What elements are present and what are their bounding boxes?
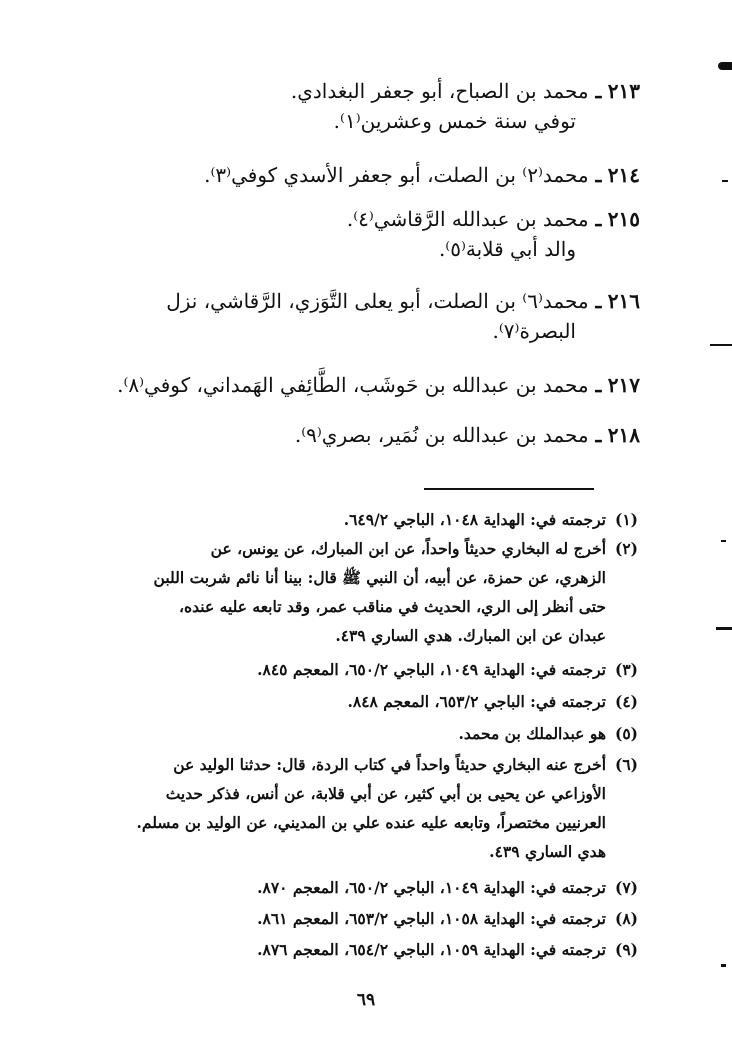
- entry-number: ٢١٥: [607, 207, 640, 231]
- page-number: ٦٩: [356, 990, 376, 1010]
- footnote-5: [84, 719, 638, 748]
- footnote-text: هو عبدالملك بن محمد.: [458, 724, 606, 743]
- scan-edge-mark: [721, 540, 726, 542]
- entry-216: ٢١٦ ـ محمد⁽٦⁾ بن الصلت، أبو يعلى التَّوَزي، الرَّقاشي، نزل البصرة⁽٧⁾.: [82, 286, 640, 346]
- footnote-6: [84, 750, 638, 866]
- footnote-text: هدي الساري ٤٣٩.: [489, 842, 606, 861]
- footnote-number: (٥): [614, 724, 638, 743]
- footnote-number: (٤): [614, 692, 638, 711]
- footnote-text: أخرج له البخاري حديثاً واحداً، عن ابن المبارك، عن يونس، عن: [210, 539, 606, 558]
- footnote-number: (٦): [614, 755, 638, 774]
- footnote-separator: [424, 488, 594, 490]
- footnote-2: [84, 534, 638, 650]
- entry-number: ٢١٦: [607, 289, 640, 313]
- footnote-number: (١): [614, 510, 638, 529]
- scan-edge-mark: [718, 62, 732, 70]
- footnote-number: (٨): [614, 909, 638, 928]
- entry-213: ٢١٣ ـ محمد بن الصباح، أبو جعفر البغدادي. توفي سنة خمس وعشرين⁽١⁾.: [291, 76, 640, 136]
- footnote-number: (٩): [614, 940, 638, 959]
- footnote-text: حتى أنظر إلى الري، الحديث في مناقب عمر، وقد تابعه عليه عنده،: [179, 597, 606, 616]
- footnote-1: [84, 505, 638, 534]
- entry-number: ٢١٨: [607, 423, 640, 447]
- scan-edge-mark: [716, 627, 732, 630]
- footnote-4: [84, 687, 638, 716]
- footnote-text: ترجمته في: الباجي ٦٥٣/٢، المعجم ٨٤٨.: [347, 692, 606, 711]
- scan-edge-mark: [710, 344, 732, 346]
- entry-text: محمد⁽٦⁾ بن الصلت، أبو يعلى التَّوَزي، الرَّقاشي، نزل: [166, 289, 589, 313]
- footnote-9: [84, 935, 638, 964]
- entry-continuation: توفي سنة خمس وعشرين⁽١⁾.: [333, 109, 576, 133]
- footnote-number: (٣): [614, 660, 638, 679]
- entry-214: ٢١٤ ـ محمد⁽٢⁾ بن الصلت، أبو جعفر الأسدي كوفي⁽٣⁾.: [204, 163, 640, 187]
- footnote-number: (٧): [614, 878, 638, 897]
- footnote-3: [84, 655, 638, 684]
- footnote-text: ترجمته في: الهداية ١٠٥٨، الباجي ٦٥٣/٢، المعجم ٨٦١.: [257, 909, 606, 928]
- footnote-text: أخرج عنه البخاري حديثاً واحداً في كتاب الردة، قال: حدثنا الوليد عن: [173, 755, 606, 774]
- entry-215: ٢١٥ ـ محمد بن عبدالله الرَّقاشي⁽٤⁾. والد أبي قلابة⁽٥⁾.: [347, 204, 640, 264]
- entry-text: محمد بن عبدالله بن حَوشَب، الطَّائِفي الهَمداني، كوفي⁽٨⁾.: [117, 373, 589, 397]
- footnote-text: الزهري، عن حمزة، عن أبيه، أن النبي ﷺ قال: بينا أنا نائم شربت اللبن: [153, 568, 606, 587]
- footnote-7: [84, 873, 638, 902]
- entry-number: ٢١٤: [607, 163, 640, 187]
- footnote-text: الأوزاعي عن يحيى بن أبي كثير، عن أبي قلابة، عن أنس، فذكر حديث: [165, 784, 606, 803]
- entry-continuation: البصرة⁽٧⁾.: [492, 319, 576, 343]
- entry-text: محمد بن الصباح، أبو جعفر البغدادي.: [290, 79, 589, 103]
- footnote-text: عبدان عن ابن المبارك. هدي الساري ٤٣٩.: [335, 626, 606, 645]
- footnote-text: ترجمته في: الهداية ١٠٤٨، الباجي ٦٤٩/٢.: [343, 510, 606, 529]
- scan-edge-mark: [722, 180, 728, 182]
- entry-number: ٢١٧: [607, 373, 640, 397]
- entry-number: ٢١٣: [607, 79, 640, 103]
- footnote-text: العرنيين مختصراً، وتابعه عليه عنده علي بن المديني، عن الوليد بن مسلم.: [136, 813, 606, 832]
- footnote-text: ترجمته في: الهداية ١٠٥٩، الباجي ٦٥٤/٢، المعجم ٨٧٦.: [257, 940, 606, 959]
- entry-217: ٢١٧ ـ محمد بن عبدالله بن حَوشَب، الطَّائِفي الهَمداني، كوفي⁽٨⁾.: [117, 373, 640, 397]
- entry-continuation: والد أبي قلابة⁽٥⁾.: [438, 237, 576, 261]
- footnote-text: ترجمته في: الهداية ١٠٤٩، الباجي ٦٥٠/٢، المعجم ٨٧٠.: [257, 878, 606, 897]
- entry-text: محمد بن عبدالله الرَّقاشي⁽٤⁾.: [346, 207, 589, 231]
- footnote-number: (٢): [614, 539, 638, 558]
- entry-text: محمد بن عبدالله بن نُمَير، بصري⁽٩⁾.: [294, 423, 589, 447]
- footnote-8: [84, 904, 638, 933]
- entry-218: ٢١٨ ـ محمد بن عبدالله بن نُمَير، بصري⁽٩⁾.: [294, 423, 640, 447]
- scan-edge-mark: [721, 964, 726, 967]
- footnote-text: ترجمته في: الهداية ١٠٤٩، الباجي ٦٥٠/٢، المعجم ٨٤٥.: [257, 660, 606, 679]
- entry-text: محمد⁽٢⁾ بن الصلت، أبو جعفر الأسدي كوفي⁽٣⁾.: [204, 163, 589, 187]
